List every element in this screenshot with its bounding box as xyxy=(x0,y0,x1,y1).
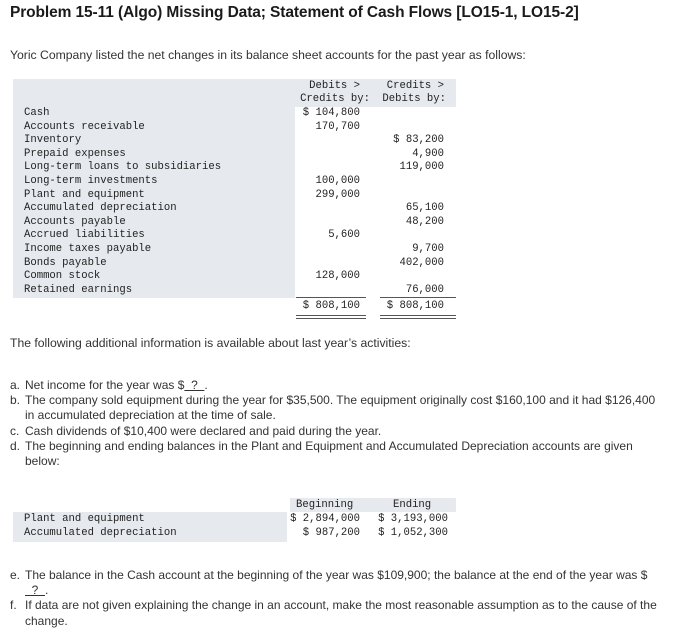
additional-info-text: The following additional information is available about last year’s activities: xyxy=(10,336,411,350)
item-text: Cash dividends of $10,400 were declared and paid during the year. xyxy=(25,423,382,438)
item-label: c. xyxy=(10,423,20,438)
debit-value: 299,000 xyxy=(315,188,360,201)
list-item xyxy=(10,568,660,598)
debit-value: $ 104,800 xyxy=(302,107,360,119)
beginning-value: $ 2,894,000 xyxy=(290,513,360,525)
table2-account: Plant and equipment xyxy=(24,513,145,525)
item-label: b. xyxy=(10,393,21,408)
debits-header-line1: Debits > xyxy=(309,80,360,92)
credit-value: 48,200 xyxy=(405,215,444,228)
debits-header-line2: Credits by: xyxy=(300,93,370,105)
beginning-header: Beginning xyxy=(296,499,354,511)
account-name: Accumulated depreciation xyxy=(24,202,177,215)
account-name: Inventory xyxy=(24,134,82,147)
account-name: Plant and equipment xyxy=(24,188,145,201)
item-text: Net income for the year was $ xyxy=(25,378,185,392)
item-text-after: . xyxy=(45,583,49,598)
info-list-a-d xyxy=(10,378,660,469)
account-name: Retained earnings xyxy=(24,283,133,296)
intro-text: Yoric Company listed the net changes in its balance sheet accounts for the past year as follows: xyxy=(10,48,526,62)
account-name: Bonds payable xyxy=(24,256,107,269)
answer-blank: ? xyxy=(25,583,46,598)
credit-value: 76,000 xyxy=(405,283,444,296)
ending-value: $ 3,193,000 xyxy=(378,513,448,525)
credit-value: 119,000 xyxy=(399,161,444,174)
item-text: The company sold equipment during the year for $35,500. The equipment originally cost $160,100 and it had $126,400 in accumulated depreciation at the time of sale. xyxy=(25,393,656,423)
account-name: Cash xyxy=(24,107,50,119)
item-text: The beginning and ending balances in the Plant and Equipment and Accumulated Depreciation accounts are given below: xyxy=(25,438,633,469)
item-label: e. xyxy=(10,568,21,582)
account-name: Accounts receivable xyxy=(24,120,145,133)
account-name: Income taxes payable xyxy=(24,243,152,255)
table2-account: Accumulated depreciation xyxy=(24,527,177,539)
total-rule-credit xyxy=(380,297,456,298)
ending-header: Ending xyxy=(393,499,432,511)
total-rule-debit xyxy=(296,297,366,298)
list-item xyxy=(10,424,660,439)
debit-value: 128,000 xyxy=(315,270,360,283)
debit-total: $ 808,100 xyxy=(302,300,360,312)
account-name: Long-term investments xyxy=(24,175,158,187)
credit-value: 4,900 xyxy=(412,147,444,160)
list-item xyxy=(10,598,660,628)
account-name: Prepaid expenses xyxy=(24,147,126,160)
debit-value: 100,000 xyxy=(315,175,360,187)
credit-value: $ 83,200 xyxy=(393,134,444,147)
list-item xyxy=(10,378,660,393)
total-double-rule-debit xyxy=(296,315,366,319)
credits-header-line1: Credits > xyxy=(386,80,444,92)
page-title: Problem 15-11 (Algo) Missing Data; Statement of Cash Flows [LO15-1, LO15-2] xyxy=(10,4,579,21)
list-item xyxy=(10,393,660,423)
item-text: The balance in the Cash account at the beginning of the year was $109,900; the balance at the end of the year was $ xyxy=(25,568,648,582)
account-name: Accrued liabilities xyxy=(24,229,145,242)
list-item xyxy=(10,439,660,469)
credits-header-line2: Debits by: xyxy=(382,93,446,105)
item-label: a. xyxy=(10,378,21,392)
item-label: d. xyxy=(10,438,21,453)
account-name: Long-term loans to subsidiaries xyxy=(24,161,222,174)
credit-value: 65,100 xyxy=(405,202,444,215)
item-label: f. xyxy=(10,598,17,613)
total-double-rule-credit xyxy=(380,315,456,319)
ending-value: $ 1,052,300 xyxy=(378,527,448,539)
item-text: If data are not given explaining the change in an account, make the most reasonable assumption as to the cause of the change. xyxy=(25,598,657,628)
credit-value: 402,000 xyxy=(399,256,444,269)
credit-value: 9,700 xyxy=(412,243,444,255)
debit-value: 5,600 xyxy=(328,229,360,242)
info-list-e-f xyxy=(10,568,660,629)
beginning-value: $ 987,200 xyxy=(302,527,360,539)
credit-total: $ 808,100 xyxy=(386,300,444,312)
account-name: Common stock xyxy=(24,270,101,283)
account-name: Accounts payable xyxy=(24,215,126,228)
item-text-after: . xyxy=(204,378,208,392)
debit-value: 170,700 xyxy=(315,120,360,133)
answer-blank: ? xyxy=(184,378,205,392)
